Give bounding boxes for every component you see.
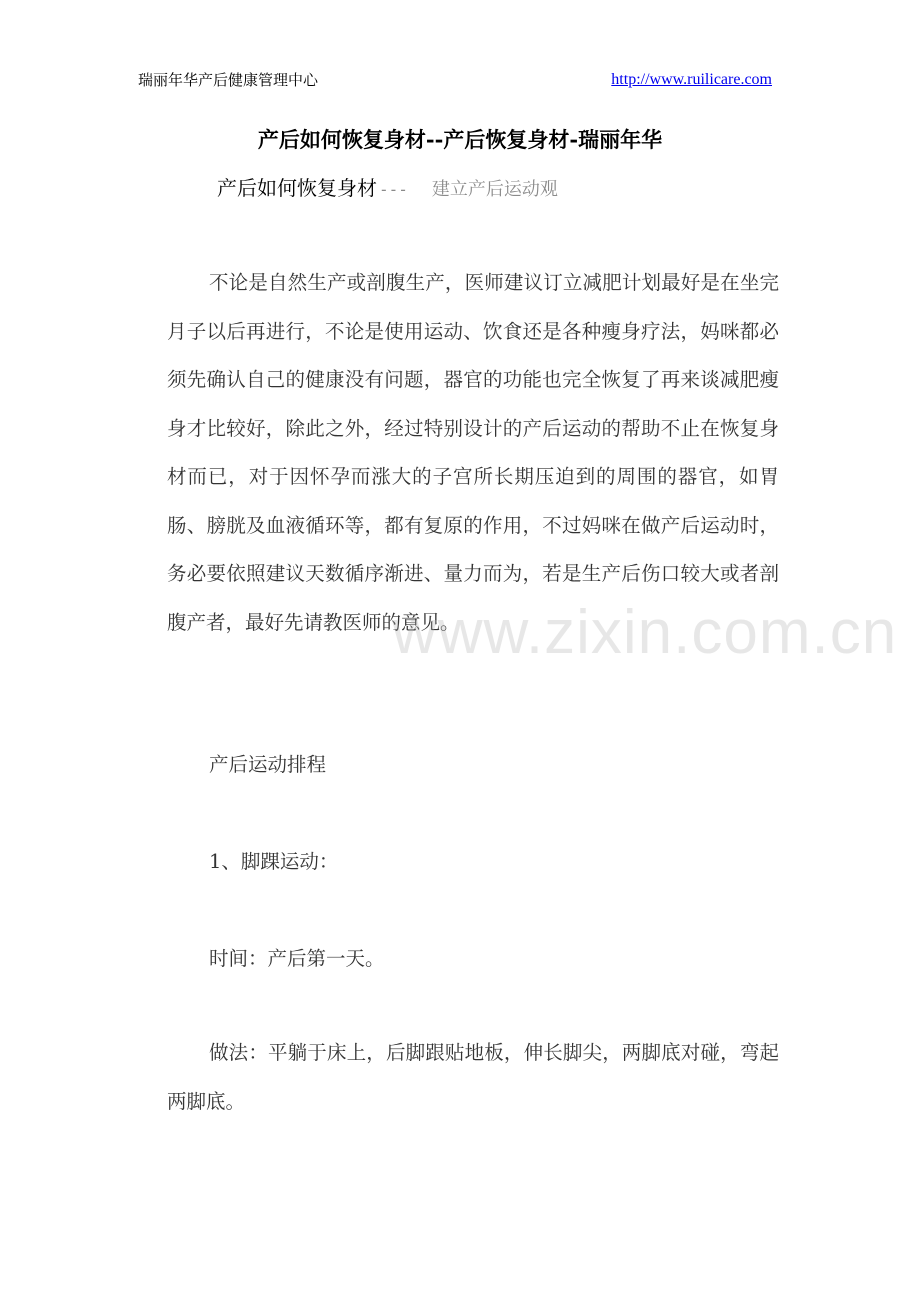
- header-url-link[interactable]: http://www.ruilicare.com: [611, 71, 772, 88]
- item-method: 做法：平躺于床上，后脚跟贴地板，伸长脚尖，两脚底对碰，弯起两脚底。: [167, 1041, 779, 1113]
- body-paragraph: 不论是自然生产或剖腹生产，医师建议订立减肥计划最好是在坐完月子以后再进行，不论是使用运动、饮食还是各种瘦身疗法，妈咪都必须先确认自己的健康没有问题，器官的功能也完全恢复了再来谈减肥瘦身才比较好，除此之外，经过特别设计的产后运动的帮助不止在恢复身材而已，对于因怀孕而涨大的子宫所长期压迫到的周围的器官，如胃肠、膀胱及血液循环等，都有复原的作用，不过妈咪在做产后运动时，务必要依照建议天数循序渐进、量力而为，若是生产后伤口较大或者剖腹产者，最好先请教医师的意见。: [167, 271, 779, 634]
- document-title: 产后如何恢复身材--产后恢复身材-瑞丽年华: [257, 127, 663, 152]
- item-time: 时间：产后第一天。: [209, 947, 385, 970]
- section-heading: 产后运动排程: [209, 753, 327, 776]
- watermark: www.zixin.com.cn: [392, 598, 898, 667]
- subtitle-rest: 建立产后运动观: [431, 179, 558, 200]
- subtitle-dash: ---: [379, 180, 408, 199]
- document-subtitle: [217, 174, 558, 204]
- header-org-name: 瑞丽年华产后健康管理中心: [138, 71, 319, 89]
- subtitle-main: 产后如何恢复身材: [217, 176, 377, 200]
- item-title: 1、脚踝运动：: [209, 850, 339, 873]
